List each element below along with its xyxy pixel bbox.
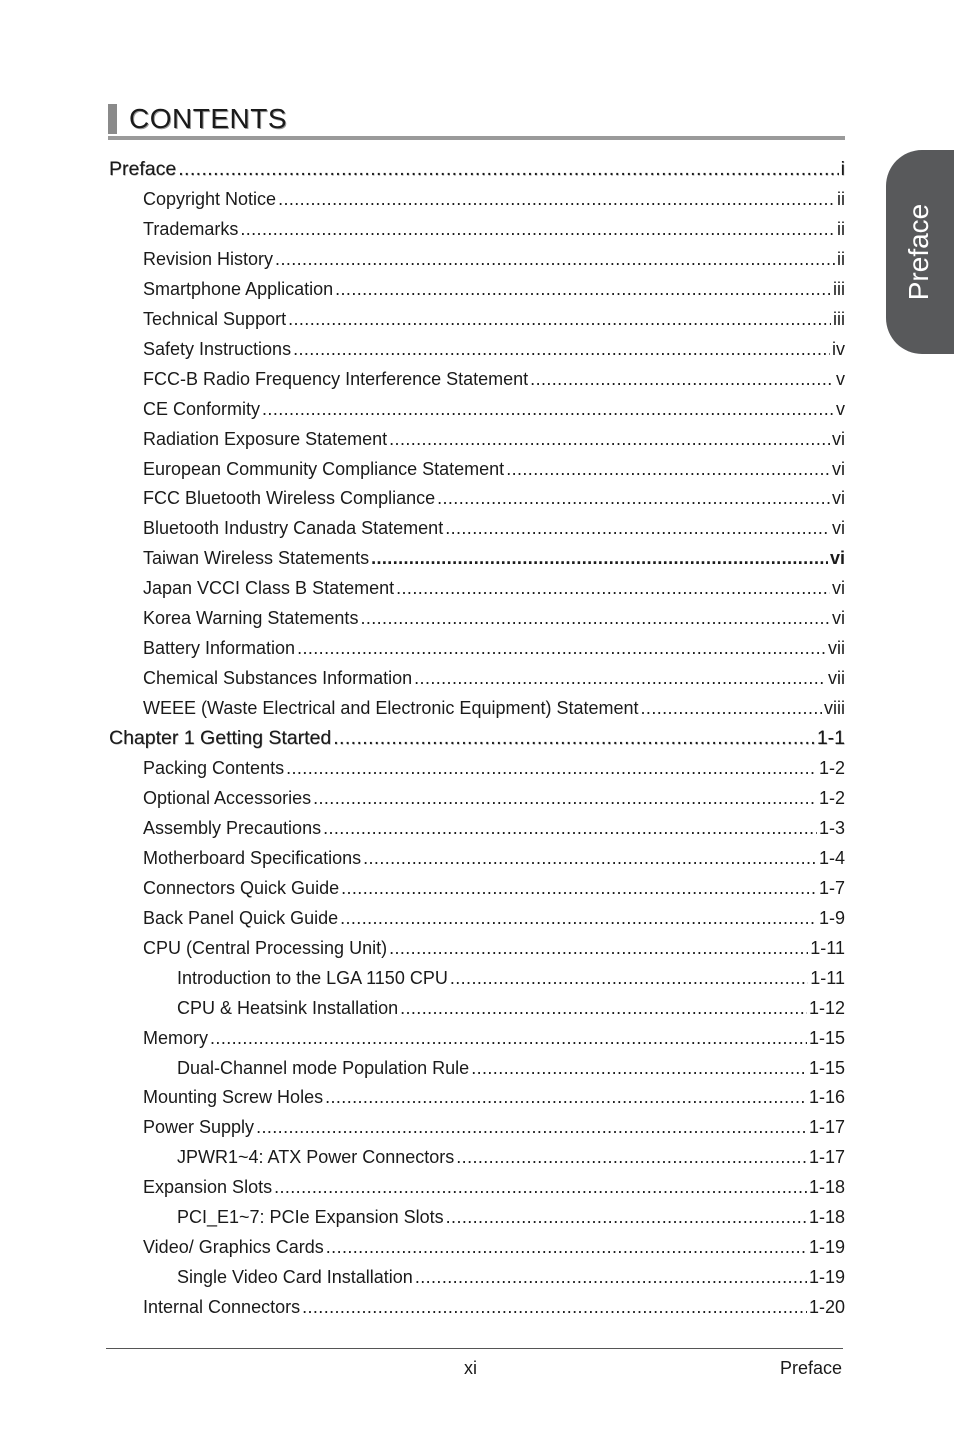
toc-entry-page: 1-2 <box>818 788 845 808</box>
toc-entry-title: JPWR1~4: ATX Power Connectors <box>177 1147 455 1167</box>
toc-entry-page: iii <box>833 279 845 299</box>
toc-entry-title: CE Conformity <box>143 399 261 419</box>
toc-entry-page: 1-15 <box>808 1028 845 1048</box>
toc-entry-title: Video/ Graphics Cards <box>143 1237 324 1257</box>
toc-entry-page: 1-2 <box>818 758 845 778</box>
toc-entry-title: Internal Connectors <box>143 1297 301 1317</box>
page-title: CONTENTS <box>129 103 287 134</box>
dot-leader <box>333 726 815 750</box>
toc-entry-page: 1-17 <box>808 1117 845 1137</box>
dot-leader <box>313 786 817 810</box>
toc-entry-title: Taiwan Wireless Statements <box>143 548 370 568</box>
toc-entry-title: Japan VCCI Class B Statement <box>143 578 395 598</box>
dot-leader <box>341 876 817 900</box>
toc-entry-page: v <box>836 399 845 419</box>
toc-entry-page: v <box>836 369 845 389</box>
toc-entry[interactable] <box>143 217 845 241</box>
toc-entry[interactable] <box>143 846 845 870</box>
dot-leader <box>240 217 835 241</box>
toc-entry-page: vi <box>832 488 845 508</box>
toc-entry-title: Trademarks <box>143 219 239 239</box>
toc-entry-page: vi <box>829 548 845 568</box>
toc-entry-title: Battery Information <box>143 638 296 658</box>
toc-entry-page: iv <box>832 339 845 359</box>
toc-entry[interactable] <box>143 397 845 421</box>
toc-entry-page: 1-11 <box>810 968 845 988</box>
dot-leader <box>450 966 808 990</box>
toc-entry-page: vii <box>828 668 845 688</box>
toc-entry-title: FCC-B Radio Frequency Interference Statement <box>143 369 529 389</box>
toc-entry-page: ii <box>837 219 845 239</box>
toc-entry-page: 1-7 <box>818 878 845 898</box>
toc-entry-title: Optional Accessories <box>143 788 312 808</box>
toc-entry-page: 1-15 <box>808 1058 845 1078</box>
dot-leader <box>335 277 831 301</box>
toc-entry-title: Korea Warning Statements <box>143 608 359 628</box>
dot-leader <box>471 1056 807 1080</box>
toc-entry[interactable] <box>143 636 845 660</box>
dot-leader <box>415 1265 807 1289</box>
dot-leader <box>210 1026 807 1050</box>
toc-entry-title: CPU & Heatsink Installation <box>177 998 399 1018</box>
toc-entry[interactable] <box>143 307 845 331</box>
toc-entry[interactable] <box>143 1175 845 1199</box>
toc-entry-title: Single Video Card Installation <box>177 1267 413 1287</box>
toc-entry-page: 1-3 <box>818 818 845 838</box>
footer-section-name: Preface <box>779 1358 842 1378</box>
toc-entry[interactable] <box>143 187 845 211</box>
dot-leader <box>325 1085 807 1109</box>
toc-entry-title: Memory <box>143 1028 209 1048</box>
dot-leader <box>274 1175 807 1199</box>
dot-leader <box>323 816 817 840</box>
toc-entry-title: Power Supply <box>143 1117 255 1137</box>
dot-leader <box>340 906 817 930</box>
toc-entry-page: 1-11 <box>810 938 845 958</box>
toc-entry[interactable] <box>177 996 845 1020</box>
dot-leader <box>506 457 830 481</box>
toc-entry-title: Introduction to the LGA 1150 CPU <box>177 968 448 988</box>
toc-entry[interactable] <box>177 1056 845 1080</box>
toc-entry[interactable] <box>143 696 845 720</box>
toc-entry-title: Chemical Substances Information <box>143 668 413 688</box>
toc-entry[interactable] <box>143 457 845 481</box>
dot-leader <box>297 636 826 660</box>
dot-leader <box>256 1115 807 1139</box>
toc-entry[interactable] <box>143 427 845 451</box>
toc-entry-title: Radiation Exposure Statement <box>143 429 388 449</box>
toc-entry-title: Packing Contents <box>143 758 285 778</box>
dot-leader <box>400 996 807 1020</box>
toc-section-entry[interactable] <box>109 157 845 181</box>
toc-entry-page: 1-19 <box>808 1267 845 1287</box>
toc-entry[interactable] <box>177 1145 845 1169</box>
dot-leader <box>641 696 822 720</box>
side-tab-label: Preface <box>903 203 934 301</box>
toc-entry[interactable] <box>143 546 845 570</box>
toc-entry-title: CPU (Central Processing Unit) <box>143 938 388 958</box>
toc-entry[interactable] <box>143 756 845 780</box>
dot-leader <box>293 337 830 361</box>
toc-entry-title: Revision History <box>143 249 274 269</box>
toc-entry-page: 1-1 <box>816 727 845 749</box>
toc-entry-page: 1-19 <box>808 1237 845 1257</box>
dot-leader <box>446 1205 807 1229</box>
toc-entry-title: European Community Compliance Statement <box>143 459 505 479</box>
dot-leader <box>371 546 828 570</box>
toc-entry-title: PCI_E1~7: PCIe Expansion Slots <box>177 1207 444 1227</box>
toc-entry-title: Smartphone Application <box>143 279 334 299</box>
dot-leader <box>275 247 835 271</box>
dot-leader <box>178 157 838 181</box>
toc-entry-title: Expansion Slots <box>143 1177 273 1197</box>
toc-entry[interactable] <box>143 367 845 391</box>
toc-entry[interactable] <box>177 1205 845 1229</box>
toc-entry-page: iii <box>833 309 845 329</box>
toc-entry-title: Connectors Quick Guide <box>143 878 340 898</box>
toc-entry[interactable] <box>177 1265 845 1289</box>
toc-entry-title: FCC Bluetooth Wireless Compliance <box>143 488 436 508</box>
toc-entry[interactable] <box>143 906 845 930</box>
toc-entry-title: Back Panel Quick Guide <box>143 908 339 928</box>
toc-entry-page: viii <box>824 698 845 718</box>
footer-divider <box>106 1348 843 1349</box>
toc-entry[interactable] <box>177 966 845 990</box>
toc-entry-title: WEEE (Waste Electrical and Electronic Equipment) Statement <box>143 698 639 718</box>
toc-entry-title: Dual-Channel mode Population Rule <box>177 1058 470 1078</box>
dot-leader <box>389 427 830 451</box>
toc-entry[interactable] <box>143 1115 845 1139</box>
toc-entry-page: 1-20 <box>808 1297 845 1317</box>
dot-leader <box>530 367 834 391</box>
toc-entry-title: Copyright Notice <box>143 189 277 209</box>
toc-entry-title: Mounting Screw Holes <box>143 1087 324 1107</box>
toc-entry[interactable] <box>143 1295 845 1319</box>
toc-entry-page: ii <box>837 249 845 269</box>
toc-section-entry[interactable] <box>109 726 845 750</box>
toc-entry-page: 1-12 <box>808 998 845 1018</box>
toc-entry-title: Bluetooth Industry Canada Statement <box>143 518 444 538</box>
toc-entry[interactable] <box>143 606 845 630</box>
toc-entry-page: 1-18 <box>808 1177 845 1197</box>
toc-entry[interactable] <box>143 1085 845 1109</box>
toc-entry[interactable] <box>143 516 845 540</box>
toc-entry-page: i <box>840 158 845 180</box>
toc-entry-page: vi <box>832 518 845 538</box>
dot-leader <box>437 486 830 510</box>
toc-entry-title: Chapter 1 Getting Started <box>109 727 332 749</box>
dot-leader <box>456 1145 807 1169</box>
toc-entry-title: Technical Support <box>143 309 287 329</box>
dot-leader <box>396 576 830 600</box>
dot-leader <box>363 846 817 870</box>
toc-entry-page: vii <box>828 638 845 658</box>
toc-entry[interactable] <box>143 936 845 960</box>
dot-leader <box>360 606 830 630</box>
dot-leader <box>389 936 808 960</box>
dot-leader <box>278 187 835 211</box>
dot-leader <box>326 1235 807 1259</box>
dot-leader <box>414 666 826 690</box>
dot-leader <box>262 397 834 421</box>
toc-entry-title: Motherboard Specifications <box>143 848 362 868</box>
toc-entry[interactable] <box>143 786 845 810</box>
dot-leader <box>286 756 817 780</box>
toc-entry-page: 1-4 <box>818 848 845 868</box>
toc-entry-title: Assembly Precautions <box>143 818 322 838</box>
toc-entry[interactable] <box>143 337 845 361</box>
dot-leader <box>302 1295 807 1319</box>
toc-entry[interactable] <box>143 247 845 271</box>
toc-entry-page: vi <box>832 459 845 479</box>
toc-entry[interactable] <box>143 666 845 690</box>
toc-entry-title: Preface <box>109 158 177 180</box>
dot-leader <box>288 307 831 331</box>
toc-entry-page: ii <box>837 189 845 209</box>
toc-entry[interactable] <box>143 816 845 840</box>
toc-entry[interactable] <box>143 576 845 600</box>
toc-entry[interactable] <box>143 277 845 301</box>
toc-entry-page: 1-17 <box>808 1147 845 1167</box>
dot-leader <box>445 516 830 540</box>
toc-entry-page: 1-9 <box>818 908 845 928</box>
toc-entry-title: Safety Instructions <box>143 339 292 359</box>
toc-entry-page: vi <box>832 578 845 598</box>
toc-entry[interactable] <box>143 486 845 510</box>
toc-entry-page: 1-18 <box>808 1207 845 1227</box>
toc-entry[interactable] <box>143 1026 845 1050</box>
toc-entry[interactable] <box>143 1235 845 1259</box>
toc-entry[interactable] <box>143 876 845 900</box>
toc-entry-page: vi <box>832 429 845 449</box>
toc-entry-page: 1-16 <box>808 1087 845 1107</box>
toc-entry-page: vi <box>832 608 845 628</box>
footer-page-number: xi <box>464 1358 477 1378</box>
